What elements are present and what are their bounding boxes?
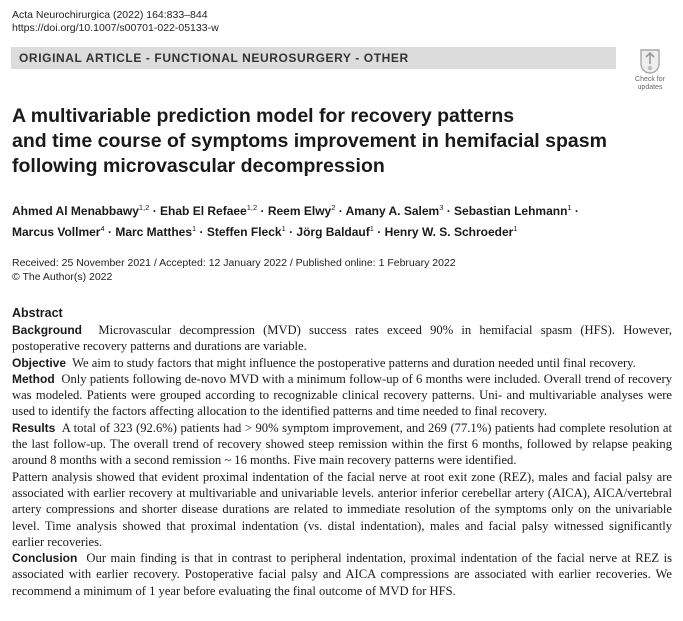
title-line: and time course of symptoms improvement in hemifacial spasm: [12, 130, 607, 152]
author-name[interactable]: Jörg Baldauf: [296, 225, 370, 239]
affiliation-number: 1,2: [138, 203, 150, 212]
author-name[interactable]: Marcus Vollmer: [12, 225, 101, 239]
abstract-conclusion: [12, 550, 672, 599]
author-name[interactable]: Steffen Fleck: [206, 225, 282, 239]
journal-citation: Acta Neurochirurgica (2022) 164:833–844: [12, 9, 208, 21]
section-label: Method: [12, 371, 55, 386]
affiliation-number: 4: [100, 224, 105, 233]
abstract-results: [12, 420, 672, 469]
author-name[interactable]: Marc Matthes: [115, 225, 193, 239]
section-label: Conclusion: [12, 551, 78, 566]
article-type-banner: [11, 47, 616, 69]
journal-header: [12, 9, 219, 35]
author-name[interactable]: Reem Elwy: [267, 204, 332, 218]
abstract-heading: Abstract: [12, 306, 63, 320]
abstract-method: [12, 371, 672, 420]
author-name[interactable]: Sebastian Lehmann: [454, 204, 568, 218]
affiliation-number: 1: [281, 224, 286, 233]
publication-dates: [12, 257, 456, 284]
author-name[interactable]: Ehab El Refaee: [160, 204, 247, 218]
section-text: We aim to study factors that might influence the postoperative patterns and duration needed until final recovery.: [72, 355, 636, 370]
section-text: Our main finding is that in contrast to peripheral indentation, proximal indentation of the facial nerve at REZ is associated with earlier recovery. Postoperative facial palsy and AICA compressions are associated with earlier recoveries. We recommend a minimum of 1 year before evaluating the final outcome of MVD for HFS.: [12, 551, 673, 598]
author-name[interactable]: Ahmed Al Menabbawy: [12, 204, 139, 218]
affiliation-number: 1: [192, 224, 197, 233]
affiliation-number: 1: [567, 203, 572, 212]
check-for-updates-icon: [637, 47, 663, 75]
section-label: Results: [12, 420, 56, 435]
section-text: Only patients following de-novo MVD with a minimum follow-up of 6 months were included. Overall trend of recovery was modeled. Patients were grouped according to recognizable clinical recovery patterns. Uni- and multivariable analyses were used to identify the factors affecting allocation to the identified patterns and time needed to final recovery.: [12, 371, 673, 419]
article-title: [12, 104, 632, 179]
author-list: Ahmed Al Menabbawy$^{1,2}$ · Ehab El Refaee$^{1,2}$ · Reem Elwy$^2$ · Amany A. Salem$^3$ · Sebastian Lehmann$^1$ · Marcus Vollmer$^4$ · Marc Matthes$^1$ · Steffen Fleck$^1$ · Jörg Baldauf$^1$ · Henry W. S. Schroeder$^1$: [12, 203, 579, 239]
check-for-updates-button[interactable]: [628, 47, 672, 93]
title-line: following microvascular decompression: [12, 155, 385, 177]
check-for-updates-line2: updates: [637, 84, 663, 91]
date-line: Received: 25 November 2021 / Accepted: 12 January 2022 / Published online: 1 February 2022: [12, 257, 456, 269]
title-line: A multivariable prediction model for recovery patterns: [12, 105, 515, 127]
section-text: A total of 323 (92.6%) patients had > 90% symptom improvement, and 269 (77.1%) patients had complete resolution at the last follow-up. The overall trend of recovery showed steep remission within the first 6 months, followed by relapse peaking around 8 months with a second remission ~ 16 months. Five main recovery patterns were identified.: [12, 420, 673, 468]
author-name[interactable]: Henry W. S. Schroeder: [384, 225, 514, 239]
section-label: Background: [12, 323, 83, 337]
affiliation-number: 2: [331, 203, 336, 212]
author-name[interactable]: Amany A. Salem: [345, 204, 440, 218]
abstract-background: [12, 322, 672, 355]
section-label: Objective: [12, 355, 67, 370]
section-text: Microvascular decompression (MVD) success rates exceed 90% in hemifacial spasm (HFS). However, postoperative recovery patterns and durations are variable.: [12, 323, 672, 354]
copyright-line: © The Author(s) 2022: [12, 270, 113, 283]
doi-link[interactable]: https://doi.org/10.1007/s00701-022-05133-w: [12, 22, 219, 34]
affiliation-number: 3: [439, 203, 444, 212]
affiliation-number: 1: [513, 224, 518, 233]
check-for-updates-line1: Check for: [635, 76, 665, 83]
abstract-objective: [12, 355, 672, 371]
abstract-section: [12, 306, 672, 599]
abstract-results-continued: Pattern analysis showed that evident proximal indentation of the facial nerve at root exit zone (REZ), males and facial palsy are associated with earlier recovery at multivariable and univariable levels. anterior inferior cerebellar artery (AICA), AICA/vertebral artery compressions and shorter disease durations are related to immediate resolution of the symptoms only on the univariable level. Time analysis showed that proximal indentation (vs. distal indentation), males and facial palsy witnessed significantly earlier recoveries.: [12, 469, 672, 549]
article-type-label: ORIGINAL ARTICLE - FUNCTIONAL NEUROSURGERY - OTHER: [19, 51, 409, 65]
affiliation-number: 1,2: [246, 203, 258, 212]
affiliation-number: 1: [369, 224, 374, 233]
